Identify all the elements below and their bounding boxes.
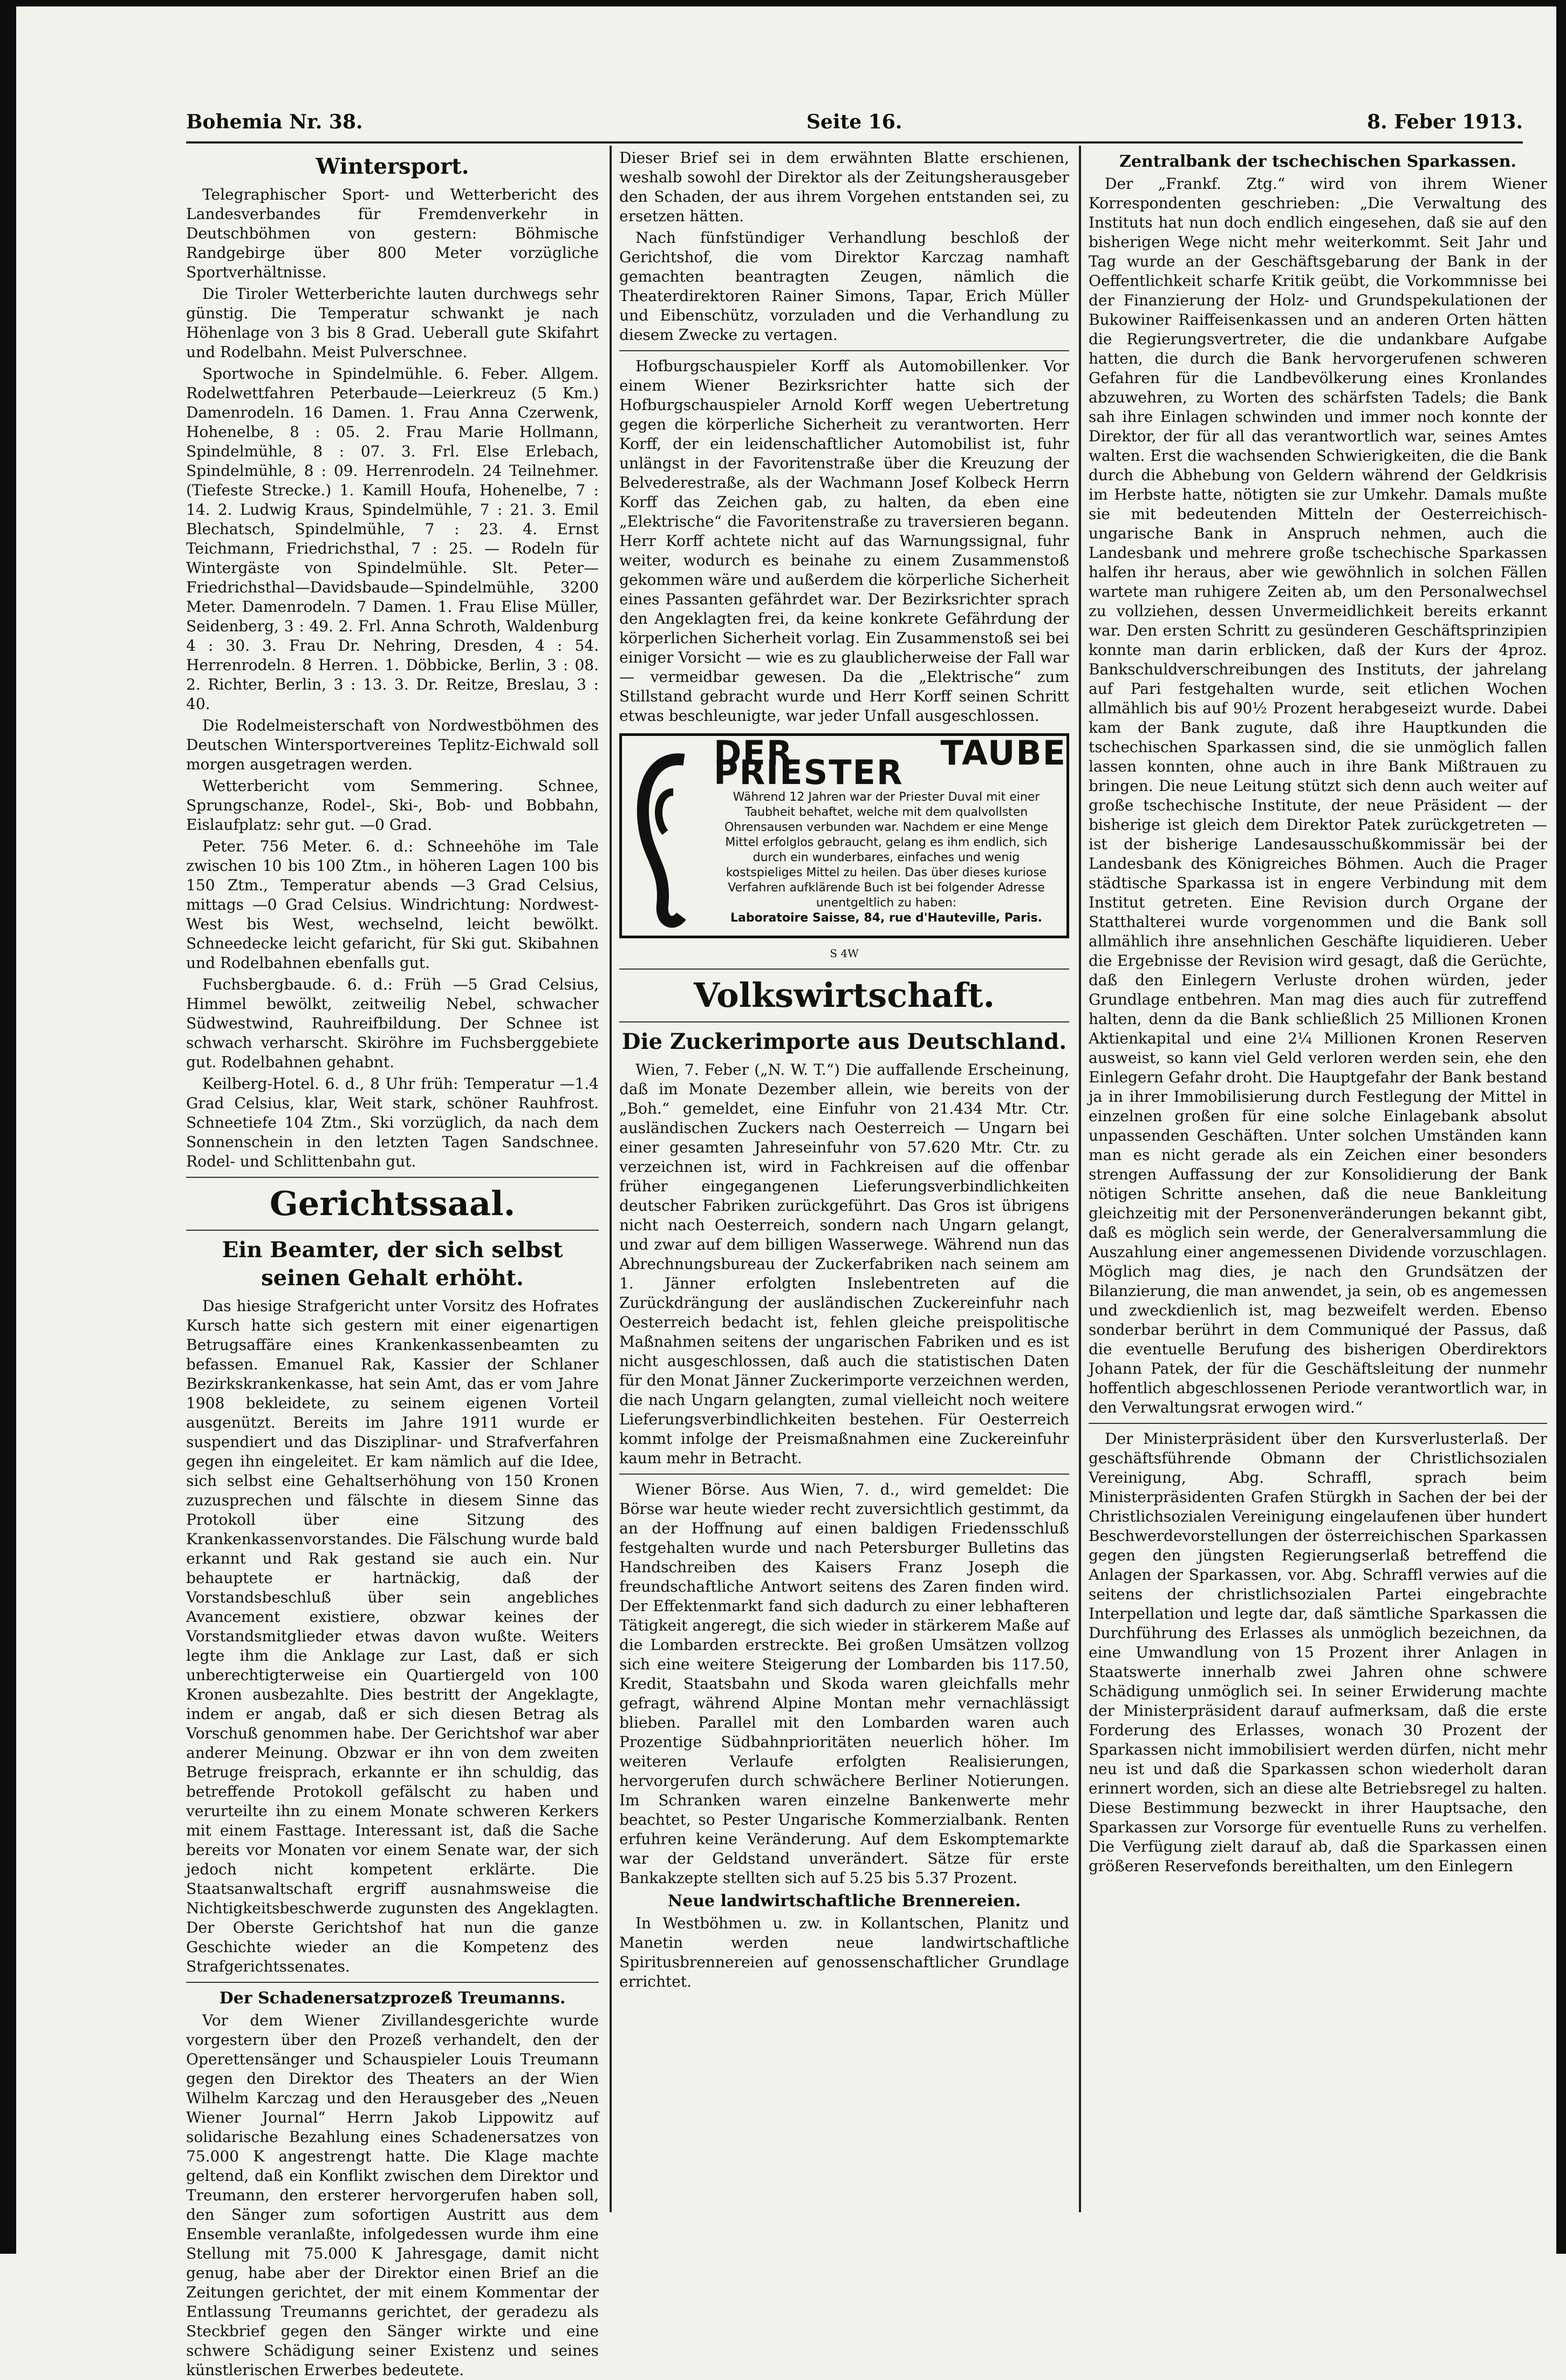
column-rule-2 bbox=[1079, 146, 1081, 2212]
zucker-heading: Die Zuckerimporte aus Deutschland. bbox=[621, 1029, 1067, 1054]
article-paragraph: Dieser Brief sei in dem erwähnten Blatte erschienen, weshalb sowohl der Direktor als der Zeitungsherausgeber den Schaden, der aus ihrem Vorgehen entstanden sei, zu ersetzen hätten. bbox=[619, 149, 1069, 225]
running-head bbox=[186, 111, 1523, 143]
article-paragraph: Hofburgschauspieler Korff als Automobillenker. Vor einem Wiener Bezirksrichter hatte sich der Hofburgschauspieler Arnold Korff wegen Uebertretung gegen die körperliche Sicherheit zu verantworten. Herr Korff, der ein leidenschaftlicher Automobilist ist, fuhr unlängst in der Favoritenstraße über die Kreuzung der Belvederestraße, als der Wachmann Josef Kolbeck Herrn Korff das Zeichen gab, zu halten, da eben eine „Elektrische“ die Favoritenstraße zu traversieren begann. Herr Korff achtete nicht auf das Warnungssignal, fuhr weiter, wodurch es beinahe zu einem Zusammenstoß gekommen wäre und außerdem die körperliche Sicherheit eines Passanten gefährdet war. Der Bezirksrichter sprach den Angeklagten frei, da keine konkrete Gefährdung der körperlichen Sicherheit vorlag. Ein Zusammenstoß sei bei einiger Vorsicht — wie es zu glaublicherweise der Fall war — vermeidbar gewesen. Da die „Elektrische“ zum Stillstand gebracht wurde und Herr Korff seinen Schritt etwas beschleunigte, war jeder Unfall ausgeschlossen. bbox=[619, 357, 1069, 725]
article-paragraph: Telegraphischer Sport- und Wetterbericht des Landesverbandes für Fremdenverkehr in Deutschböhmen von gestern: Böhmische Randgebirge über 800 Meter vorzügliche Sportverhältnisse. bbox=[186, 186, 599, 281]
header-rule bbox=[186, 141, 1523, 144]
article-paragraph: Sportwoche in Spindelmühle. 6. Feber. Allgem. Rodelwettfahren Peterbaude—Leierkreuz (5 Km.) Damenrodeln. 16 Damen. 1. Frau Anna Czerwenk, Hohenelbe, 8 : 05. 2. Frau Marie Hollmann, Spindelmühle, 8 : 07. 3. Frl. Else Erlebach, Spindelmühle, 8 : 09. Herrenrodeln. 24 Teilnehmer. (Tiefeste Strecke.) 1. Kamill Houfa, Hohenelbe, 7 : 14. 2. Ludwig Kraus, Spindelmühle, 7 : 21. 3. Emil Blechatsch, Spindelmühle, 7 : 23. 4. Ernst Teichmann, Friedrichsthal, 7 : 25. — Rodeln für Wintergäste von Spindelmühle. Slt. Peter—Friedrichsthal—Davidsbaude—Spindelmühle, 3200 Meter. Damenrodeln. 7 Damen. 1. Frau Elise Müller, Seidenberg, 3 : 49. 2. Frl. Anna Schroth, Waldenburg 4 : 30. 3. Frau Dr. Nehring, Dresden, 4 : 54. Herrenrodeln. 8 Herren. 1. Döbbicke, Berlin, 3 : 08. 2. Richter, Berlin, 3 : 13. 3. Dr. Reitze, Breslau, 3 : 40. bbox=[186, 365, 599, 713]
column-1 bbox=[186, 148, 599, 2379]
zentralbank-heading: Zentralbank der tschechischen Sparkassen. bbox=[1119, 152, 1516, 171]
article-paragraph: Peter. 756 Meter. 6. d.: Schneehöhe im Tale zwischen 10 bis 100 Ztm., in höheren Lagen 100 bis 150 Ztm., Temperatur abends —3 Grad Celsius, mittags —0 Grad Celsius. Windrichtung: Nordwest-West bis West, wechselnd, leicht bewölkt. Schneedecke leicht gefaricht, für Ski gut. Skibahnen und Rodelbahnen ebenfalls gut. bbox=[186, 837, 599, 972]
column-3 bbox=[1089, 148, 1547, 2215]
section-separator bbox=[186, 1230, 599, 1231]
column-rule-1 bbox=[610, 146, 612, 2212]
article-paragraph: Die Rodelmeisterschaft von Nordwestböhmen des Deutschen Wintersportvereines Teplitz-Eichwald soll morgen ausgetragen werden. bbox=[186, 717, 599, 773]
article-separator bbox=[186, 1982, 599, 1983]
article-paragraph: Vor dem Wiener Zivillandesgerichte wurde vorgestern über den Prozeß verhandelt, den der Operettensänger und Schauspieler Louis Treumann gegen den Direktor des Theaters an der Wien Wilhelm Karczag und den Herausgeber des „Neuen Wiener Journal“ Herrn Jakob Lippowitz auf solidarische Bezahlung eines Schadenersatzes von 75.000 K angestrengt hatte. Die Klage machte geltend, daß ein Konflikt zwischen dem Direktor und Treumann, den ersterer hervorgerufen haben soll, den Sänger zum sofortigen Austritt aus dem Ensemble veranlaßte, infolgedessen wurde ihm eine Stellung mit 75.000 K Jahresgage, damit nicht genug, habe aber der Direktor einen Brief an die Zeitungen gerichtet, der mit einem Kommentar der Entlassung Treumanns gerichtet, der geradezu als Steckbrief gegen den Sänger wirkte und eine schwere Schädigung seiner Existenz und seines künstlerischen Erwerbes bedeutete. bbox=[186, 2011, 599, 2379]
article-separator bbox=[619, 350, 1069, 351]
article-separator bbox=[1089, 1423, 1547, 1424]
brennereien-heading: Neue landwirtschaftliche Brennereien. bbox=[667, 1892, 1021, 1911]
article-paragraph: Wiener Börse. Aus Wien, 7. d., wird gemeldet: Die Börse war heute wieder recht zuversichtlich gestimmt, da an der Hoffnung auf einen baldigen Friedensschluß festgehalten wurde und nach Petersburger Bulletins das Handschreiben des Kaisers Franz Joseph die freundschaftliche Antwort seitens des Zaren finden wird. Der Effektenmarkt fand sich dadurch zu einer lebhafteren Tätigkeit angeregt, die sich wieder in stärkerem Maße auf die Lombarden erstreckte. Bei großen Umsätzen vollzog sich eine weitere Steigerung der Lombarden bis 117.50, Kredit, Staatsbahn und Skoda waren gleichfalls mehr gefragt, während Alpine Montan mehr vernachlässigt blieben. Parallel mit den Lombarden waren auch Prozentige Südbahnprioritäten neuerlich höher. Im weiteren Verlaufe erfolgten Realisierungen, hervorgerufen durch schwächere Berliner Notierungen. Im Schranken waren einzelne Bankenwerte mehr beachtet, so Pester Ungarische Kommerzialbank. Renten erfuhren keine Veränderung. Auf dem Eskomptemarkte war der Geldstand unverändert. Sätze für erste Bankakzepte stellten sich auf 5.25 bis 5.37 Prozent. bbox=[619, 1481, 1069, 1887]
article-paragraph: Fuchsbergbaude. 6. d.: Früh —5 Grad Celsius, Himmel bewölkt, zeitweilig Nebel, schwacher Südwestwind, Rauhreifbildung. Der Schnee ist schwach verharscht. Skiröhre im Fuchsberggebiete gut. Rodelbahnen gehabnt. bbox=[186, 976, 599, 1071]
ad-code: S 4W bbox=[830, 947, 859, 960]
column-2 bbox=[619, 148, 1069, 2215]
gerichtssaal-heading: Gerichtssaal. bbox=[269, 1184, 516, 1223]
scan-border-left bbox=[0, 0, 16, 2254]
wintersport-heading: Wintersport. bbox=[316, 154, 469, 179]
advertisement-box bbox=[619, 733, 1069, 938]
section-separator bbox=[619, 969, 1069, 970]
header-center: Seite 16. bbox=[806, 111, 902, 133]
article-paragraph: Die Tiroler Wetterberichte lauten durchwegs sehr günstig. Die Temperatur schwankt je nach Höhenlage von 3 bis 8 Grad. Ueberall gute Skifahrt und Rodelbahn. Meist Pulverschnee. bbox=[186, 285, 599, 361]
ad-text: Während 12 Jahren war der Priester Duval mit einer Taubheit behaftet, welche mit dem qualvollsten Ohrensausen verbunden war. Nachdem er eine Menge Mittel erfolglos gebraucht, gelang es ihm endlich, sich durch ein wunderbares, einfaches und wenig kostspieliges Mittel zu heilen. Das über dieses kuriose Verfahren aufklärende Buch ist bei folgender Adresse unentgeltlich zu haben: bbox=[724, 790, 1049, 910]
article-paragraph: Wetterbericht vom Semmering. Schnee, Sprungschanze, Rodel-, Ski-, Bob- und Bobbahn, Eislaufplatz: sehr gut. —0 Grad. bbox=[186, 777, 599, 834]
beamter-heading: Ein Beamter, der sich selbst seinen Gehalt erhöht. bbox=[222, 1237, 563, 1291]
ad-body bbox=[714, 790, 1059, 926]
treumann-heading: Der Schadenersatzprozeß Treumanns. bbox=[219, 1989, 566, 2008]
ad-address: Laboratoire Saisse, 84, rue d'Hauteville, Paris. bbox=[730, 911, 1043, 925]
article-paragraph: Das hiesige Strafgericht unter Vorsitz des Hofrates Kursch hatte sich gestern mit einer eigenartigen Betrugsaffäre eines Krankenkassenbeamten zu befassen. Emanuel Rak, Kassier der Schlaner Bezirkskrankenkasse, hat sein Amt, das er vom Jahre 1908 bekleidete, zu seinem eigenen Vorteil ausgenützt. Bereits im Jahre 1911 wurde er suspendiert und das Disziplinar- und Strafverfahren gegen ihn eingeleitet. Er kam nämlich auf die Idee, sich selbst eine Gehaltserhöhung von 150 Kronen zuzusprechen und fälschte in diesem Sinne das Protokoll über eine Sitzung des Krankenkassenvorstandes. Die Fälschung wurde bald erkannt und Rak gestand sie auch ein. Nur behauptete er hartnäckig, daß der Vorstandsbeschluß über sein angebliches Avancement existiere, obzwar keines der Vorstandsmitglieder etwas davon wußte. Weiters legte ihm die Anklage zur Last, daß er sich unberechtigterweise ein Quartiergeld von 100 Kronen ausbezahlte. Dies bestritt der Angeklagte, indem er angab, daß er sich diesen Betrag als Vorschuß genommen habe. Der Gerichtshof war aber anderer Meinung. Obzwar er ihn von dem zweiten Betruge freisprach, erkannte er ihn schuldig, das betreffende Protokoll gefälscht zu haben und verurteilte ihn zu einem Monate schweren Kerkers mit einem Fasttage. Interessant ist, daß die Sache bereits vor Monaten vor einem Senate war, der sich jedoch nicht kompetent erklärte. Die Staatsanwaltschaft ergriff ausnahmsweise die Nichtigkeitsbeschwerde zugunsten des Angeklagten. Der Oberste Gerichtshof hat nun die ganze Geschichte wieder an die Kompetenz des Strafgerichtssenates. bbox=[186, 1297, 599, 1975]
article-paragraph: Der „Frankf. Ztg.“ wird von ihrem Wiener Korrespondenten geschrieben: „Die Verwaltung des Instituts hat nun doch endlich eingesehen, daß sie auf den bisherigen Wege nicht mehr weiterkommt. Seit Jahr und Tag wurde an der Geschäftsgebarung der Bank in der Oeffentlichkeit scharfe Kritik geübt, die Vorkommnisse bei der Finanzierung der Holz- und Grundspekulationen der Bukowiner Raiffeisenkassen und an anderen Orten hätten die Regierungsvertreter, die die undankbare Aufgabe hatten, die durch die Bank hervorgerufenen schweren Gefahren für die Landbevölkerung eines Kronlandes abzuwehren, zu Worten des schärfsten Tadels; die Bank sah ihre Einlagen schwinden und immer noch konnte der Direktor, der für all das verantwortlich war, seines Amtes walten. Erst die wachsenden Schwierigkeiten, die die Bank durch die Abhebung von Geldern während der Geldkrisis im Herbste hatte, nötigten sie zur Umkehr. Damals mußte sie mit bedeutenden Mitteln der Oesterreichisch-ungarische Bank in Anspruch nehmen, auch die Landesbank und mehrere große tschechische Sparkassen halfen ihr heraus, aber wie gewöhnlich in solchen Fällen wartete man ruhigere Zeiten ab, um den Personalwechsel zu vollziehen, dessen Unvermeidlichkeit bereits erkannt war. Den ersten Schritt zu gesünderen Geschäftsprinzipien konnte man darin erblicken, daß der Kurs der 4proz. Bankschuldverschreibungen des Instituts, der jahrelang auf Pari festgehalten wurde, seit etlichen Wochen allmählich bis auf 90½ Prozent herabgeseizt wurde. Dabei kam der Bank zugute, daß ihre Hauptkunden die tschechischen Sparkassen sind, die sie unmöglich fallen lassen konnten, ohne auch in ihre Bank Mißtrauen zu bringen. Die neue Leitung stützt sich denn auch weiter auf große tschechische Institute, der neue Präsident — der bisherige ist gleich dem Direktor Patek zurückgetreten — ist der bisherige Landesausschußkommissär bei der Landesbank des Königreiches Böhmen. Auch die Prager städtische Sparkassa ist in engere Verbindung mit dem Institut getreten. Eine Revision durch Organe der Statthalterei wurde vorgenommen und die Bank soll allmählich ihre ansehnlichen Geschäfte liquidieren. Ueber die Ergebnisse der Revision wird gesagt, daß die Gerüchte, daß den Einlegern Verluste drohen würden, jeder Grundlage entbehren. Man mag dies auch für zutreffend halten, denn da die Bank schließlich 25 Millionen Kronen Aktienkapital und eine 2¼ Millionen Kronen Reserven ausweist, so kann viel Geld verloren werden sein, ehe den Einlegern Gefahr droht. Die Hauptgefahr der Bank bestand ja in ihrer Immobilisierung durch Festlegung der Mittel in einzelnen großen für eine solche Einlagebank absolut unpassenden Geschäften. Unter solchen Umständen kann man es nicht gerade als ein Zeichen einer besonders strengen Auffassung der zur Konsolidierung der Bank nötigen Schritte ansehen, daß die neue Bankleitung gleichzeitig mit der Personenveränderungen bekannt gibt, daß es möglich sein werde, der Generalversammlung die Auszahlung einer angemessenen Dividende vorzuschlagen. Möglich mag dies, je nach den Grundsätzen der Bilanzierung, die man anwendet, ja sein, ob es angemessen und zweckdienlich ist, mag bezweifelt werden. Ebenso sonderbar berührt in dem Communiqué der Passus, daß die eventuelle Berufung des bisherigen Oberdirektors Johann Patek, der für die Geschäftsleitung der nunmehr hoffentlich abgeschlossenen Periode verantwortlich war, in den Verwaltungsrat erwogen wird.“ bbox=[1089, 175, 1547, 1416]
scan-border-top bbox=[0, 0, 1566, 6]
scan-border-right bbox=[1556, 0, 1566, 2254]
article-paragraph: Keilberg-Hotel. 6. d., 8 Uhr früh: Temperatur —1.4 Grad Celsius, klar, Weit stark, schöner Rauhfrost. Schneetiefe 104 Ztm., Ski vorzüglich, da nach dem Sonnenschein in den letzten Tagen Sandschnee. Rodel- und Schlittenbahn gut. bbox=[186, 1075, 599, 1170]
article-paragraph: In Westböhmen u. zw. in Kollantschen, Planitz und Manetin werden neue landwirtschaftliche Spiritusbrennereien auf genossenschaftlicher Grundlage errichtet. bbox=[619, 1914, 1069, 1990]
article-paragraph: Der Ministerpräsident über den Kursverlusterlaß. Der geschäftsführende Obmann der Christlichsozialen Vereinigung, Abg. Schraffl, sprach beim Ministerpräsidenten Grafen Stürgkh in Sachen der bei der Christlichsozialen Vereinigung eingelaufenen über hundert Beschwerdevorstellungen der österreichischen Sparkassen gegen den jüngsten Regierungserlaß betreffend die Anlagen der Sparkassen, vor. Abg. Schraffl verwies auf die seitens der christlichsozialen Partei eingebrachte Interpellation und legte dar, daß sämtliche Sparkassen die Durchführung des Erlasses als unmöglich bezeichnen, da eine Umwandlung von 15 Prozent ihrer Anlagen in Staatswerte innerhalb zwei Jahren ohne schwere Schädigung unmöglich sei. In seiner Erwiderung machte der Ministerpräsident darauf aufmerksam, daß die erste Forderung des Erlasses, wonach 30 Prozent der Sparkassen nicht immobilisiert werden dürfen, nicht mehr neu ist und daß die Sparkassen schon wiederholt daran erinnert worden, sich an diese alte Betriebsregel zu halten. Diese Bestimmung bezweckt in ihrer Hauptsache, den Sparkassen zur Vorsorge für eventuelle Runs zu verhelfen. Die Verfügung zielt darauf ab, daß die Sparkassen einen größeren Reservefonds bereithalten, um den Einlegern bbox=[1089, 1430, 1547, 1875]
header-right: 8. Feber 1913. bbox=[1367, 111, 1523, 133]
ad-title: DER TAUBE PRIESTER bbox=[714, 733, 1066, 792]
section-separator bbox=[186, 1177, 599, 1178]
article-paragraph: Wien, 7. Feber („N. W. T.“) Die auffallende Erscheinung, daß im Monate Dezember allein, wie bereits von der „Boh.“ gemeldet, eine Einfuhr von 21.434 Mtr. Ctr. ausländischen Zuckers nach Oesterreich — Ungarn bei einer gesamten Jahreseinfuhr von 57.620 Mtr. Ctr. zu verzeichnen ist, wird in Fachkreisen auf die offenbar früher eingegangenen Lieferungsverbindlichkeiten deutscher Fabriken zurückgeführt. Das Gros ist übrigens nicht nach Oesterreich, sondern nach Ungarn gelangt, und zwar auf dem billigen Wasserwege. Während nun das Abrechnungsbureau der Zuckerfabriken nach seinem am 1. Jänner erfolgten Inslebentreten auf die Zurückdrängung der ausländischen Zuckereinfuhr nach Oesterreich bedacht ist, fehlen gleiche preispolitische Maßnahmen seitens der ungarischen Fabriken und es ist nicht ausgeschlossen, daß auch die statistischen Daten für den Monat Jänner Zuckerimporte verzeichnen werden, die nach Ungarn gelangten, zumal vielleicht noch weitere Lieferungsverbindlichkeiten bestehen. Für Oesterreich kommt infolge der Preismaßnahmen eine Zuckereinfuhr kaum mehr in Betracht. bbox=[619, 1061, 1069, 1467]
ear-icon bbox=[633, 744, 697, 932]
volkswirtschaft-heading: Volkswirtschaft. bbox=[693, 976, 995, 1015]
article-separator bbox=[619, 1474, 1069, 1475]
article-paragraph: Nach fünfstündiger Verhandlung beschloß der Gerichtshof, die vom Direktor Karczag namhaft gemachten beantragten Zeugen, nämlich die Theaterdirektoren Rainer Simons, Tapar, Erich Müller und Eibenschütz, vorzuladen und die Verhandlung zu diesem Zwecke zu vertagen. bbox=[619, 229, 1069, 344]
header-left: Bohemia Nr. 38. bbox=[186, 111, 363, 133]
section-separator bbox=[619, 1021, 1069, 1022]
